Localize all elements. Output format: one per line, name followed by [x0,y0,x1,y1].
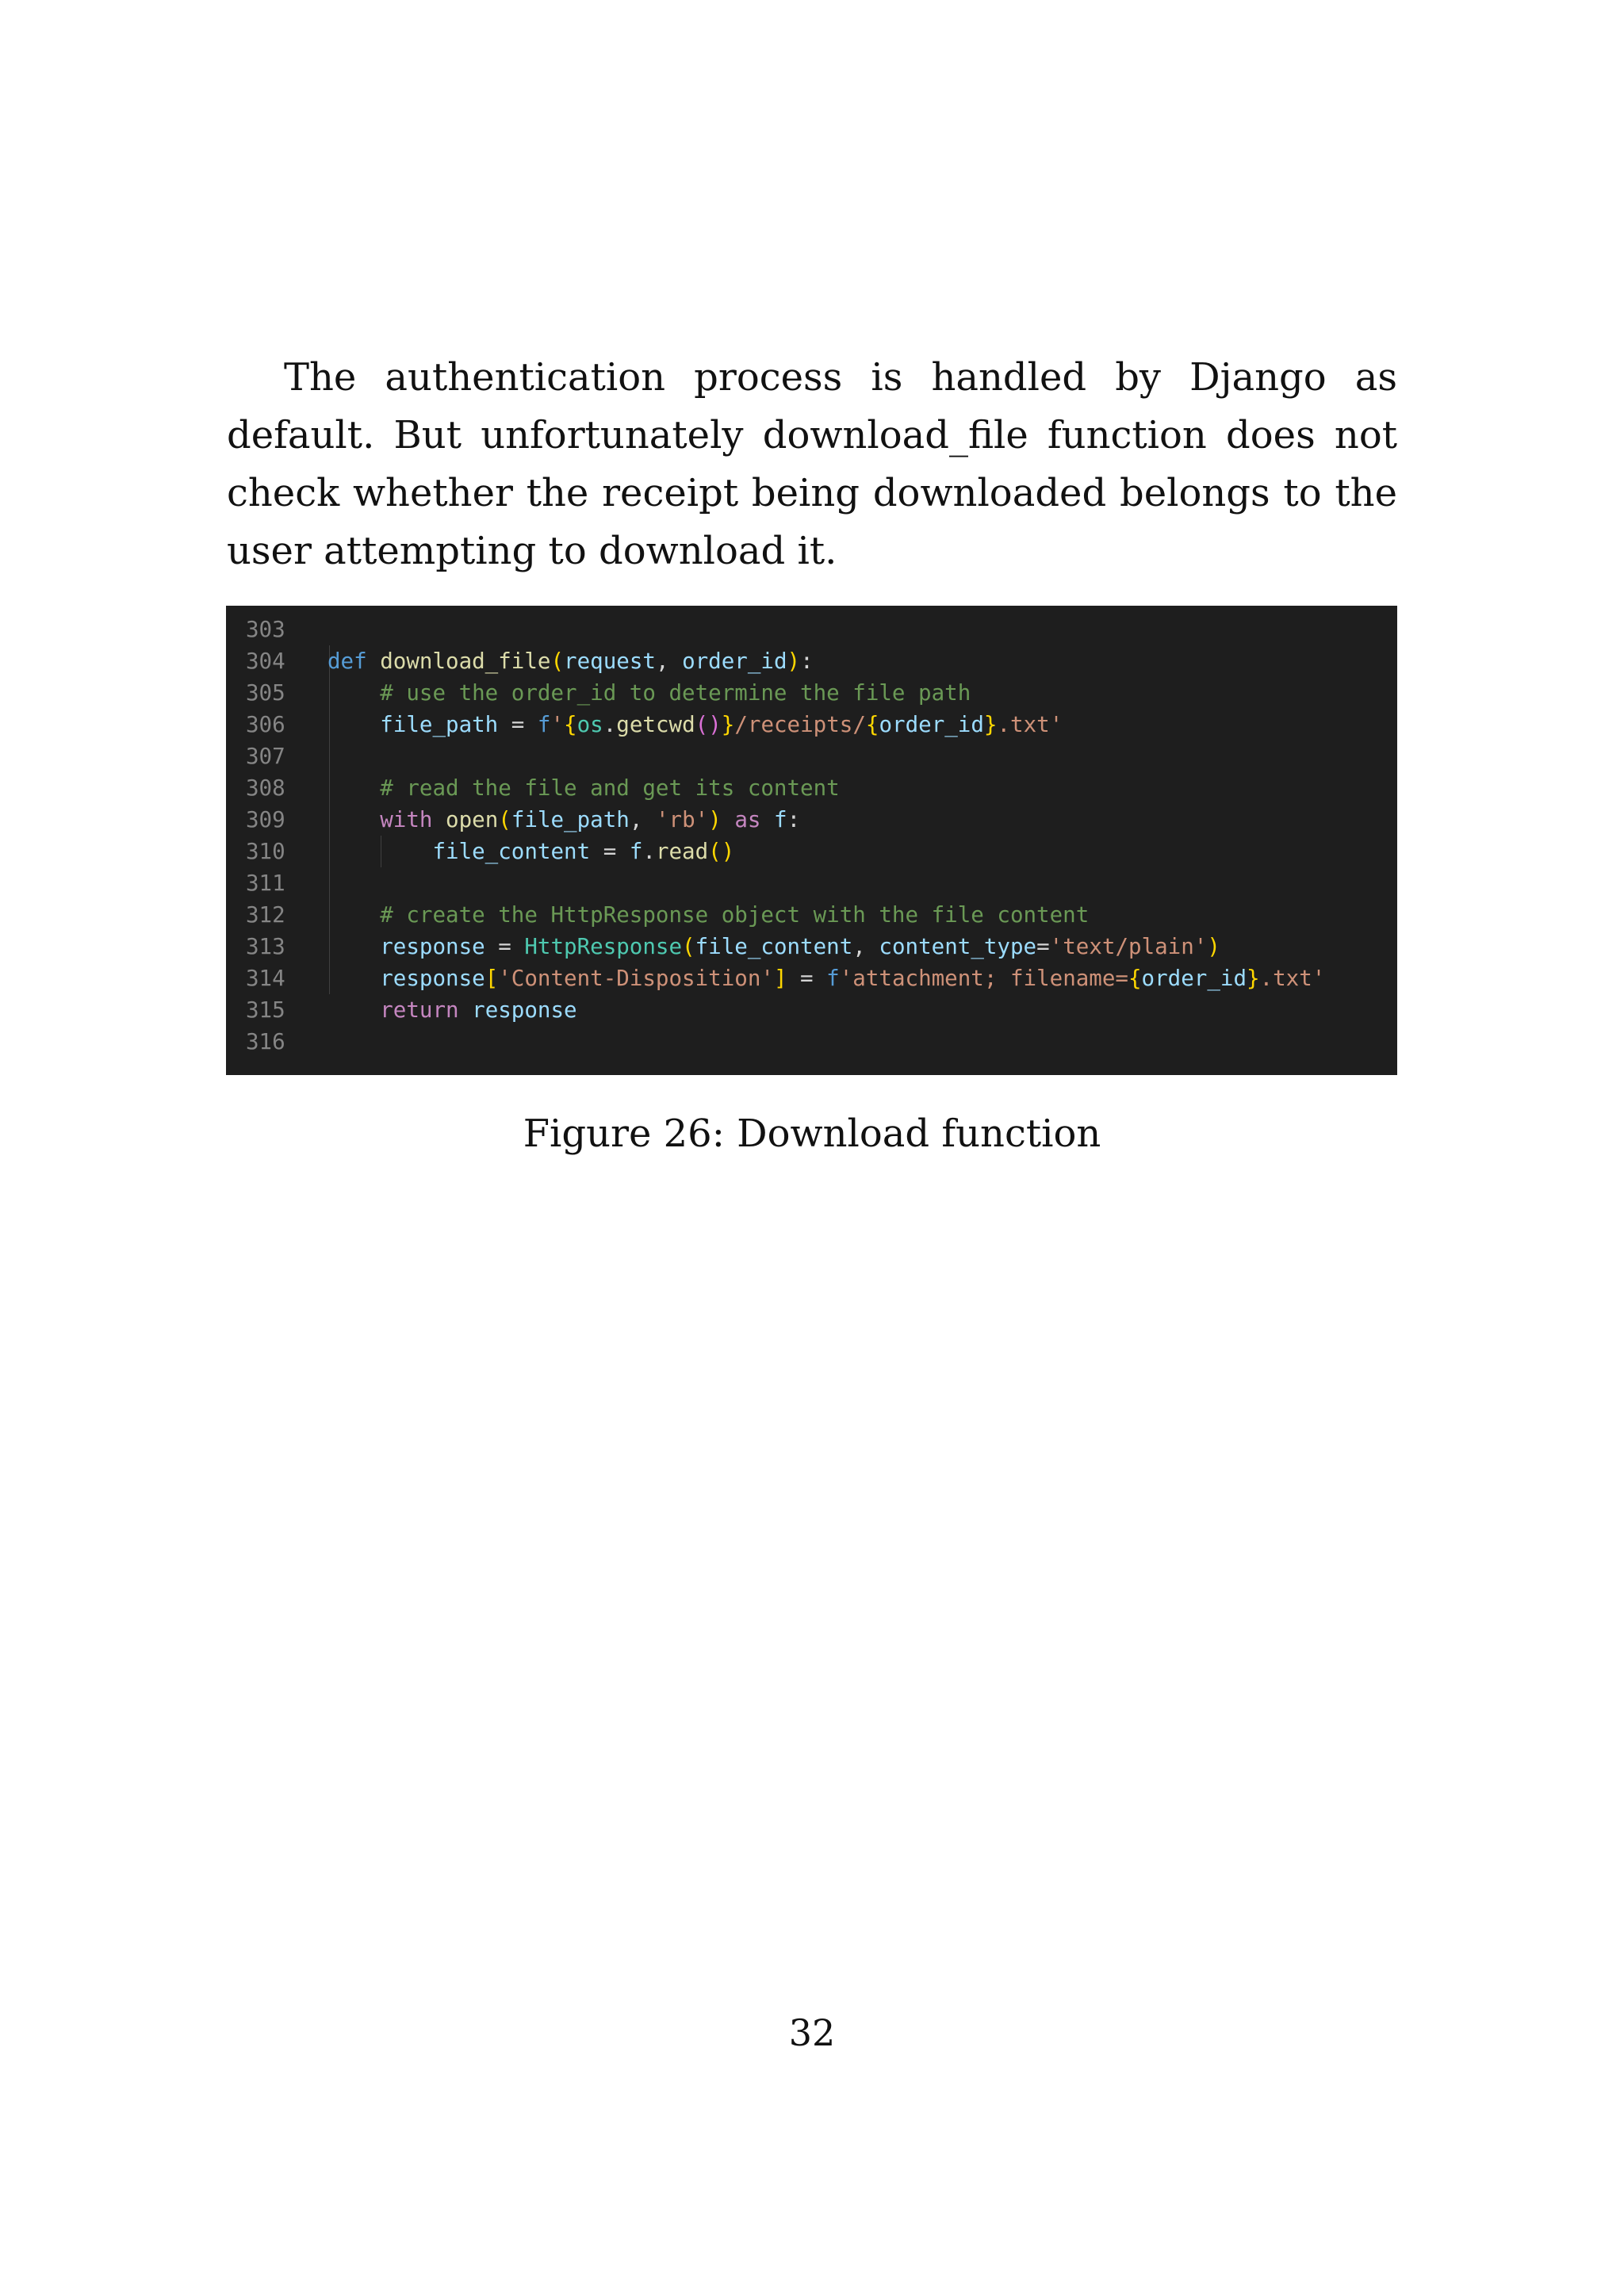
line-number: 312 [246,902,285,928]
code-token: = [498,712,538,737]
code-screenshot [226,606,1397,1075]
code-token: [ [485,966,499,991]
code-token: def [327,649,367,674]
code-token: .txt' [1259,966,1326,991]
page-number: 32 [788,2011,836,2054]
code-line [226,931,1397,962]
code-token: : [800,649,814,674]
code-token: file_path [511,807,630,832]
code-token: # read the file and get its content [380,775,840,801]
code-token [327,775,380,801]
code-line [226,867,1397,899]
code-token: content_type [879,934,1037,959]
code-token: . [603,712,617,737]
code-line [226,772,1397,804]
code-token [432,807,446,832]
code-token [459,997,473,1023]
code-token: ' [550,712,565,737]
code-token: open [446,807,499,832]
figure-caption: Figure 26: Download function [523,1112,1101,1156]
code-token: : [787,807,801,832]
code-token: } [983,712,998,737]
code-token: f [629,839,643,864]
line-code [327,994,577,1026]
code-token: } [721,712,735,737]
code-token: as [734,807,761,832]
code-token: os [576,712,603,737]
code-line [226,645,1397,677]
body-paragraph: The authentication process is handled by Django as default. But unfortunately download_file function does not check whether the receipt being downloaded belongs to the user attempting to download it. [227,355,1397,573]
code-token: , [655,649,683,674]
code-token: ( [498,807,511,832]
code-token [327,966,380,991]
code-token: = [590,839,630,864]
code-token: # create the HttpResponse object with the file content [380,902,1090,928]
line-code [327,962,1325,994]
code-token: f [774,807,787,832]
line-number: 308 [246,775,285,801]
line-code [327,772,840,804]
code-token: () [708,839,735,864]
code-line [226,804,1397,836]
code-token: } [1247,966,1260,991]
code-lines [226,614,1397,1058]
line-code [327,836,734,867]
code-token: request [564,649,656,674]
code-token: ( [682,934,695,959]
code-line [226,994,1397,1026]
code-token: = [1036,934,1050,959]
code-token: , [852,934,879,959]
code-token: f [537,712,551,737]
line-code [327,899,1089,931]
code-token: 'attachment; filename= [839,966,1128,991]
code-token: ) [1207,934,1220,959]
code-token: # use the order_id to determine the file path [380,680,971,706]
line-number: 309 [246,807,285,832]
code-token [327,807,380,832]
code-line [226,1026,1397,1058]
line-number: 314 [246,966,285,991]
code-token: download_file [380,649,551,674]
code-token [327,934,380,959]
code-token: { [564,712,577,737]
code-line [226,709,1397,740]
code-token: ) [708,807,722,832]
code-token: with [380,807,433,832]
code-token: file_content [695,934,853,959]
line-number: 313 [246,934,285,959]
code-token: 'Content-Disposition' [498,966,774,991]
line-number: 307 [246,744,285,769]
code-token: response [380,934,485,959]
line-code [327,645,814,677]
line-code [327,931,1220,962]
code-token: .txt' [997,712,1063,737]
code-token: read [655,839,709,864]
code-token: { [1128,966,1142,991]
line-number: 310 [246,839,285,864]
code-token: order_id [1141,966,1247,991]
line-number: 316 [246,1029,285,1054]
code-token [760,807,774,832]
line-number: 303 [246,617,285,642]
code-token [327,712,380,737]
code-token: file_path [380,712,499,737]
code-token [327,902,380,928]
code-token [722,807,735,832]
line-code [327,709,1063,740]
line-number: 306 [246,712,285,737]
code-token: { [865,712,879,737]
code-token: ( [550,649,565,674]
code-token: getcwd [616,712,695,737]
code-token: HttpResponse [524,934,683,959]
code-line [226,614,1397,645]
line-number: 315 [246,997,285,1023]
code-line [226,962,1397,994]
code-token: file_content [432,839,591,864]
code-token: , [629,807,656,832]
code-token: order_id [682,649,787,674]
code-token: ) [787,649,801,674]
code-token: = [485,934,525,959]
line-number: 311 [246,871,285,896]
code-token [367,649,381,674]
code-token: 'text/plain' [1049,934,1208,959]
code-token: response [472,997,577,1023]
code-token [327,997,380,1023]
line-code [327,804,800,836]
code-token [327,839,432,864]
code-token: /receipts/ [734,712,866,737]
line-code [327,677,971,709]
line-number: 304 [246,649,285,674]
code-token: return [380,997,459,1023]
code-token: ] [773,966,787,991]
code-line [226,677,1397,709]
code-token: . [642,839,656,864]
code-token: response [380,966,485,991]
code-line [226,836,1397,867]
code-token [327,680,380,706]
code-token: f [826,966,840,991]
code-token: order_id [879,712,984,737]
code-line [226,740,1397,772]
line-number: 305 [246,680,285,706]
code-line [226,899,1397,931]
code-token: () [695,712,722,737]
code-token: 'rb' [655,807,709,832]
code-token: = [787,966,827,991]
